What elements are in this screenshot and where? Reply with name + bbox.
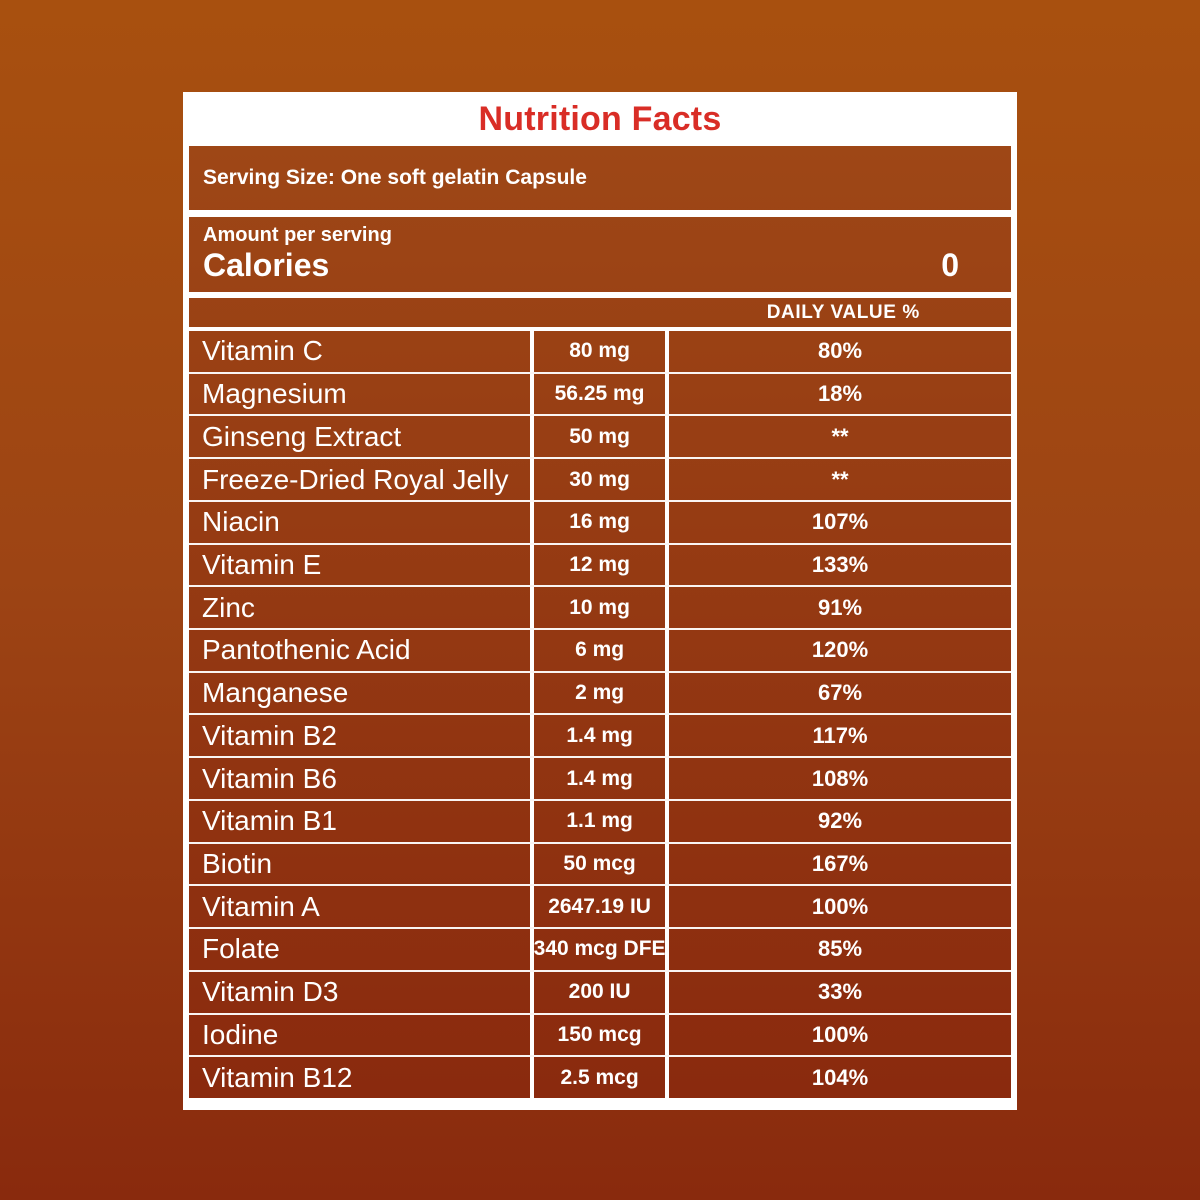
section-divider (189, 210, 1011, 217)
label-title: Nutrition Facts (478, 99, 722, 138)
table-row (189, 331, 1011, 372)
nutrient-daily-value: 92% (817, 808, 863, 834)
nutrient-name: Vitamin D3 (202, 976, 339, 1008)
nutrient-name: Pantothenic Acid (202, 634, 411, 666)
label-body (189, 146, 1011, 1098)
table-row (189, 585, 1011, 628)
table-row (189, 799, 1011, 842)
nutrient-daily-value: ** (831, 466, 849, 492)
calories-label: Calories (203, 247, 330, 283)
table-row (189, 970, 1011, 1013)
nutrient-daily-value: 104% (811, 1064, 869, 1090)
nutrient-name: Vitamin C (202, 335, 323, 367)
nutrient-name: Iodine (202, 1018, 279, 1050)
table-row (189, 884, 1011, 927)
nutrient-daily-value: 100% (811, 893, 869, 919)
nutrient-daily-value: 91% (817, 594, 863, 620)
nutrient-amount: 80 mg (530, 331, 669, 372)
daily-value-header-row (189, 298, 1011, 327)
table-row (189, 500, 1011, 543)
table-row (189, 1055, 1011, 1098)
nutrient-daily-value: 120% (811, 637, 869, 663)
nutrient-name: Vitamin E (202, 548, 322, 580)
nutrient-table (189, 331, 1011, 1098)
nutrient-daily-value: 117% (812, 722, 868, 748)
nutrient-daily-value: 108% (811, 765, 869, 791)
nutrient-amount: 1.4 mg (530, 715, 669, 756)
nutrient-amount: 50 mcg (530, 844, 669, 885)
table-row (189, 671, 1011, 714)
nutrient-amount: 56.25 mg (530, 374, 669, 415)
table-row (189, 414, 1011, 457)
nutrient-daily-value: 33% (817, 979, 863, 1005)
table-row (189, 628, 1011, 671)
nutrient-name: Vitamin B6 (202, 762, 337, 794)
nutrient-daily-value: 85% (817, 936, 863, 962)
nutrient-daily-value: 167% (811, 850, 869, 876)
nutrient-name: Biotin (202, 847, 273, 879)
label-title-band (189, 92, 1011, 146)
nutrient-amount: 340 mcg DFE (530, 929, 669, 970)
nutrient-daily-value: 67% (817, 680, 863, 706)
nutrient-daily-value: 18% (817, 381, 863, 407)
nutrient-name: Zinc (202, 591, 255, 623)
amount-per-serving-label: Amount per serving (203, 224, 392, 246)
nutrient-amount: 200 IU (530, 972, 669, 1013)
nutrient-amount: 2.5 mcg (530, 1057, 669, 1098)
nutrient-daily-value: 100% (811, 1021, 869, 1047)
nutrient-name: Ginseng Extract (202, 420, 402, 452)
nutrient-name: Vitamin B12 (202, 1061, 353, 1093)
nutrient-name: Vitamin B2 (202, 719, 337, 751)
nutrient-name: Folate (202, 933, 280, 965)
table-row (189, 927, 1011, 970)
nutrient-amount: 30 mg (530, 459, 669, 500)
nutrient-amount: 1.4 mg (530, 758, 669, 799)
nutrient-name: Manganese (202, 677, 349, 709)
table-row (189, 756, 1011, 799)
calories-section (189, 217, 1011, 292)
nutrient-name: Vitamin B1 (202, 805, 337, 837)
nutrient-amount: 2647.19 IU (530, 886, 669, 927)
nutrient-amount: 150 mcg (530, 1015, 669, 1056)
calories-value: 0 (941, 247, 959, 283)
nutrient-amount: 6 mg (530, 630, 669, 671)
nutrient-name: Vitamin A (202, 890, 320, 922)
nutrient-name: Freeze-Dried Royal Jelly (202, 463, 509, 495)
nutrient-name: Niacin (202, 506, 280, 538)
calories-row (203, 247, 959, 284)
table-row (189, 457, 1011, 500)
table-row (189, 543, 1011, 586)
daily-value-header: DAILY VALUE % (766, 301, 920, 323)
nutrient-amount: 50 mg (530, 416, 669, 457)
nutrition-label-panel (183, 92, 1017, 1110)
nutrient-amount: 1.1 mg (530, 801, 669, 842)
table-row (189, 713, 1011, 756)
nutrient-amount: 10 mg (530, 587, 669, 628)
nutrient-amount: 16 mg (530, 502, 669, 543)
serving-size-row (189, 146, 1011, 210)
nutrient-daily-value: 133% (811, 551, 869, 577)
nutrient-amount: 2 mg (530, 673, 669, 714)
nutrient-daily-value: 80% (817, 338, 863, 364)
serving-size-text: Serving Size: One soft gelatin Capsule (203, 166, 587, 189)
nutrient-amount: 12 mg (530, 545, 669, 586)
table-row (189, 1013, 1011, 1056)
table-row (189, 372, 1011, 415)
nutrient-daily-value: ** (831, 423, 849, 449)
nutrient-daily-value: 107% (811, 509, 869, 535)
table-row (189, 842, 1011, 885)
nutrient-name: Magnesium (202, 378, 347, 410)
